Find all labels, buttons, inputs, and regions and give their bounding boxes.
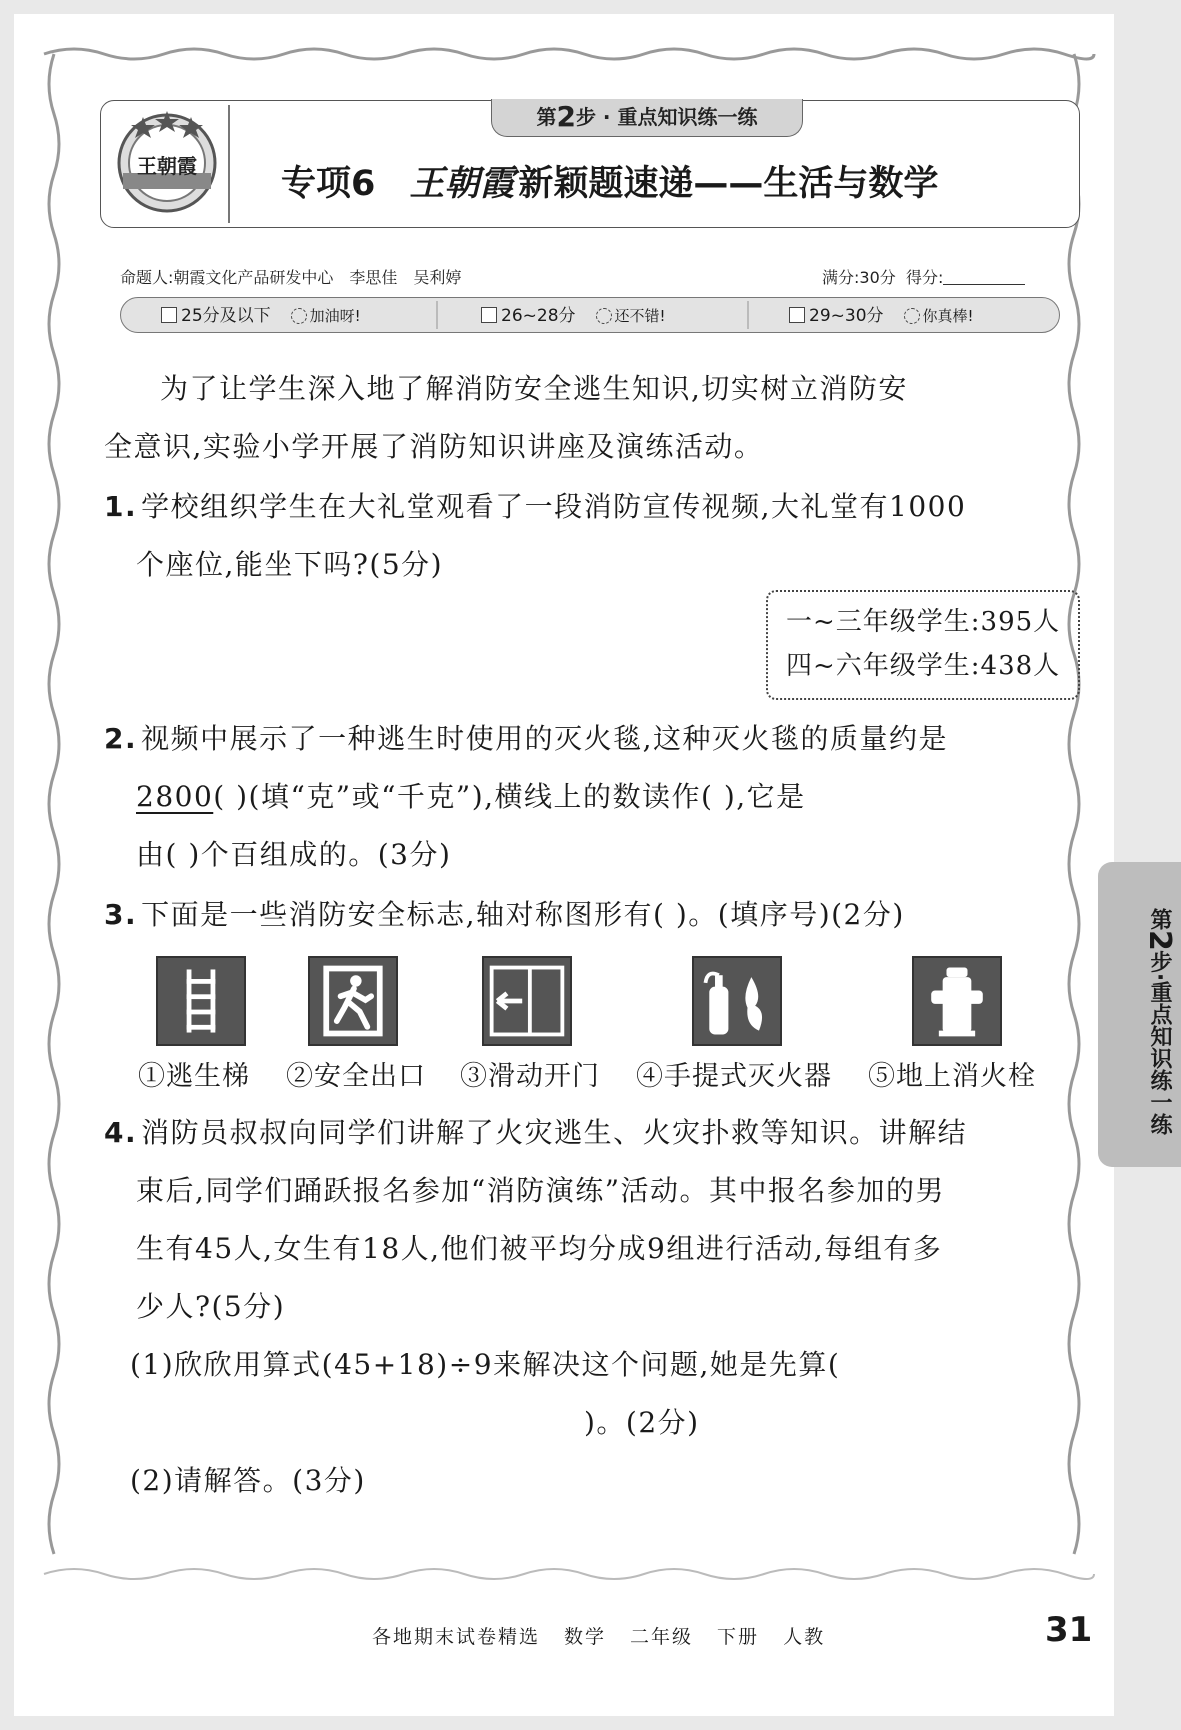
question-2: 2. 视频中展示了一种逃生时使用的灭火毯,这种灭火毯的质量约是 2800( )(填“克”或“千克”),横线上的数读作( ),它是 由( )个百组成的。(3分): [104, 722, 949, 871]
intro-paragraph: 为了让学生深入地了解消防安全逃生知识,切实树立消防安 全意识,实验小学开展了消防知识讲座及演练活动。: [104, 372, 908, 463]
sign-label: ②安全出口: [286, 1061, 426, 1092]
step-tab: 第2步 · 重点知识练一练: [491, 99, 803, 137]
score-blank[interactable]: [943, 267, 1025, 285]
author: 命题人:朝霞文化产品研发中心: [120, 268, 334, 287]
sign-label: ⑤地上消火栓: [868, 1061, 1036, 1092]
header-box: [100, 100, 1080, 228]
divider: [747, 301, 749, 329]
person-2: 吴利婷: [413, 268, 462, 287]
svg-text:王朝霞: 王朝霞: [137, 154, 197, 178]
section-label: 专项6: [281, 164, 376, 204]
score-label: 得分:: [905, 268, 944, 287]
checkbox[interactable]: [481, 307, 497, 323]
sign-label: ③滑动开门: [460, 1061, 600, 1092]
sign-label: ④手提式灭火器: [636, 1061, 832, 1092]
divider: [436, 301, 438, 329]
brand-logo: [113, 107, 221, 219]
person-1: 李思佳: [349, 268, 398, 287]
sign-label: ①逃生梯: [138, 1061, 250, 1092]
page-number: 31: [1045, 1610, 1093, 1650]
title-text: 新颖题速递——生活与数学: [518, 164, 939, 204]
question-1: 1. 学校组织学生在大礼堂观看了一段消防宣传视频,大礼堂有1000 个座位,能坐下吗?(5分): [104, 490, 967, 581]
full-score: 满分:30分: [822, 268, 896, 287]
logo-divider: [228, 105, 230, 223]
footer: 各地期末试卷精选 数学 二年级 下册 人教: [372, 1626, 826, 1648]
grade-item[interactable]: 26~28分 还不错!: [481, 305, 666, 327]
grade-bar: [120, 297, 1060, 333]
fire-hydrant-icon: [912, 956, 1002, 1046]
question-4: 4. 消防员叔叔向同学们讲解了火灾逃生、火灾扑救等知识。讲解结 束后,同学们踊跃报名参加“消防演练”活动。其中报名参加的男 生有45人,女生有18人,他们被平均分成9组进行活动,每组有多 少人?(5分) (1)欣欣用算式(45+18)÷9来解决这个问题,她是先算( )。(2分) (2)请解答。(3分): [104, 1116, 968, 1497]
ladder-icon: [156, 956, 246, 1046]
fire-extinguisher-icon: [692, 956, 782, 1046]
info-line: [120, 265, 1060, 291]
grade-item[interactable]: 25分及以下 加油呀!: [161, 305, 361, 327]
data-box: 一~三年级学生:395人 四~六年级学生:438人: [766, 590, 1080, 700]
face-icon: [596, 308, 612, 324]
sliding-door-icon: [482, 956, 572, 1046]
checkbox[interactable]: [789, 307, 805, 323]
running-man-exit-icon: [308, 956, 398, 1046]
page-title: [281, 156, 1061, 212]
checkbox[interactable]: [161, 307, 177, 323]
brand-name: 王朝霞: [409, 163, 515, 204]
mass-value: 2800: [136, 780, 214, 813]
face-icon: [904, 308, 920, 324]
grade-item[interactable]: 29~30分 你真棒!: [789, 305, 974, 327]
face-icon: [291, 308, 307, 324]
question-3: 3. 下面是一些消防安全标志,轴对称图形有( )。(填序号)(2分): [104, 898, 905, 931]
side-tab: 第2步·重点知识练一练: [1098, 862, 1181, 1167]
